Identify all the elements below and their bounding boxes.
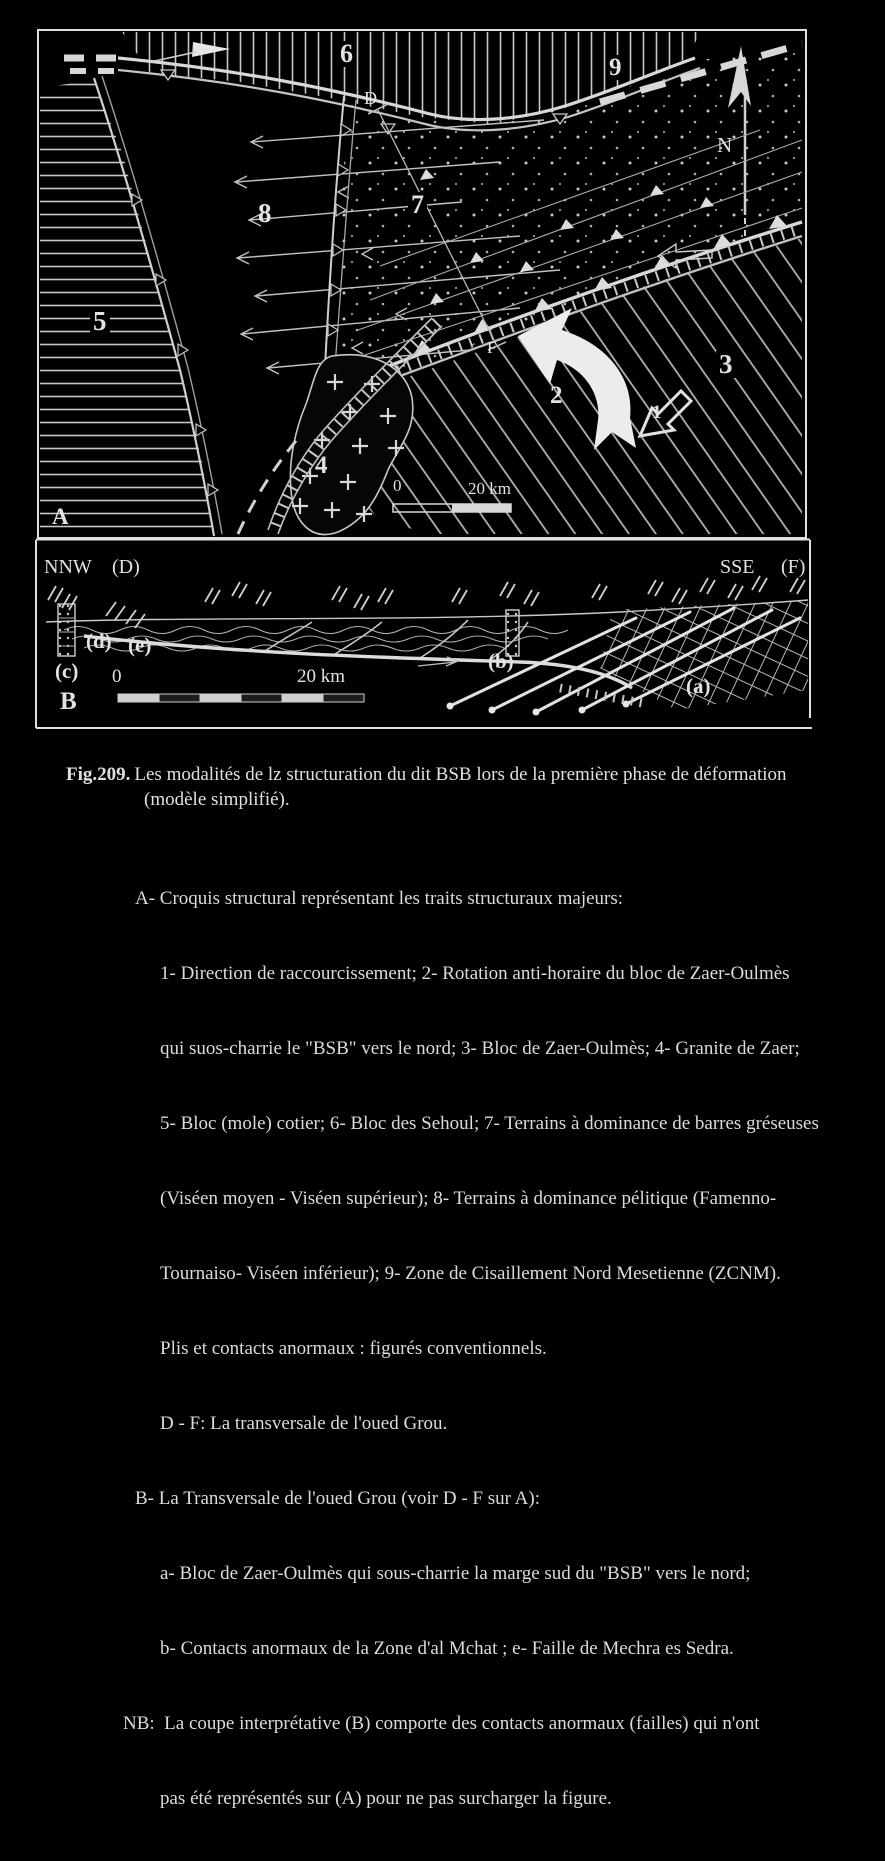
legend-line: Plis et contacts anormaux : figurés conventionnels. <box>160 1338 547 1359</box>
figure-caption <box>66 762 856 812</box>
north-letter: N <box>717 133 733 157</box>
orientation-sse-ref: (F) <box>781 556 806 578</box>
marker-d: (d) <box>86 629 112 653</box>
panel-b-label: B <box>60 688 77 715</box>
region-label-6: 6 <box>337 41 356 67</box>
marker-e: (e) <box>128 633 152 657</box>
figure-legend <box>123 836 855 1861</box>
marker-a: (a) <box>686 674 711 698</box>
transect-label-f: F <box>487 338 497 357</box>
legend-line: qui suos-charrie le "BSB" vers le nord; 3- Bloc de Zaer-Oulmès; 4- Granite de Zaer; <box>160 1038 800 1059</box>
scale-bar-b <box>118 694 364 702</box>
region-label-7: 7 <box>408 192 427 218</box>
caption-subtitle: (modèle simplifié). <box>144 789 290 810</box>
legend-line: D - F: La transversale de l'oued Grou. <box>160 1413 448 1434</box>
region-label-4: 4 <box>315 452 328 479</box>
marker-b: (b) <box>488 649 514 673</box>
fault-tip-dots <box>447 701 630 716</box>
panel-a-label: A <box>52 504 69 529</box>
region-5-coastal-hatch <box>40 80 214 536</box>
orientation-nnw: NNW <box>44 556 92 578</box>
ticked-contact <box>560 688 648 704</box>
legend-line: B- La Transversale de l'oued Grou (voir D - F sur A): <box>135 1488 541 1509</box>
caption-line-1 <box>66 762 856 787</box>
orientation-nnw-ref: (D) <box>112 556 140 578</box>
legend-line: NB: La coupe interprétative (B) comporte des contacts anormaux (failles) qui n'ont <box>123 1713 760 1734</box>
legend-line: 1- Direction de raccourcissement; 2- Rotation anti-horaire du bloc de Zaer-Oulmès <box>160 963 790 984</box>
region-label-3: 3 <box>716 351 736 378</box>
legend-line: b- Contacts anormaux de la Zone d'al Mchat ; e- Faille de Mechra es Sedra. <box>160 1638 734 1659</box>
caption-title: Les modalités de lz structuration du dit BSB lors de la première phase de déformation <box>134 764 787 785</box>
legend-line: pas été représentés sur (A) pour ne pas surcharger la figure. <box>160 1788 612 1809</box>
scale-a-zero: 0 <box>393 476 402 495</box>
legend-line: (Viséen moyen - Viséen supérieur); 8- Terrains à dominance pélitique (Famenno- <box>160 1188 777 1209</box>
structural-sketch-map <box>0 0 885 545</box>
orientation-sse: SSE <box>720 556 755 578</box>
legend-line: A- Croquis structural représentant les traits structuraux majeurs: <box>135 888 624 909</box>
scale-a-distance: 20 km <box>468 479 511 498</box>
region-label-2: 2 <box>550 382 563 409</box>
scale-b-distance: 20 km <box>297 666 346 687</box>
figure-number: Fig.209. <box>66 764 131 785</box>
legend-line: 5- Bloc (mole) cotier; 6- Bloc des Sehoul; 7- Terrains à dominance de barres gréseuses <box>160 1113 819 1134</box>
legend-line: a- Bloc de Zaer-Oulmès qui sous-charrie la marge sud du "BSB" vers le nord; <box>160 1563 751 1584</box>
legend-line: Tournaiso- Viséen inférieur); 9- Zone de Cisaillement Nord Mesetienne (ZCNM). <box>160 1263 781 1284</box>
region-label-8: 8 <box>258 198 272 228</box>
transect-label-d: D <box>364 88 377 108</box>
region-label-9: 9 <box>606 55 625 80</box>
marker-c: (c) <box>55 659 79 683</box>
column-c <box>58 604 75 656</box>
region-label-1: 1 <box>652 402 662 423</box>
scale-b-zero: 0 <box>112 666 122 687</box>
region-label-5: 5 <box>90 308 110 335</box>
